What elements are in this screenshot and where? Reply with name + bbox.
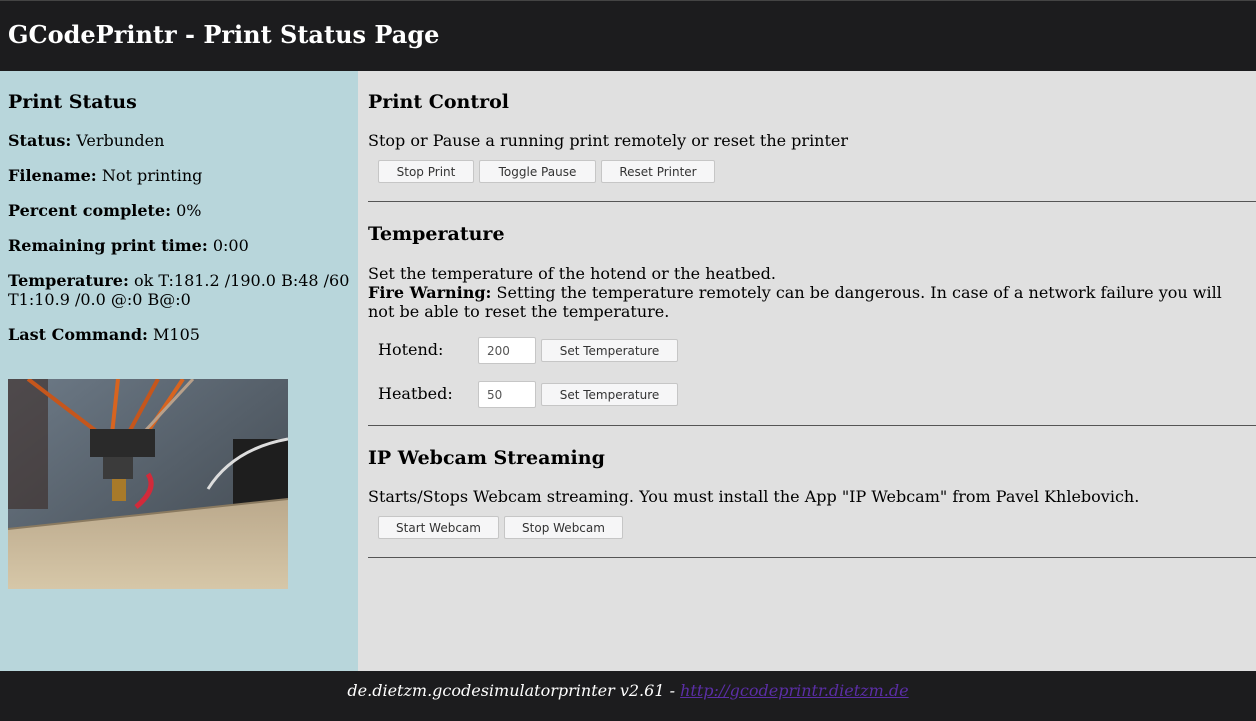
print-status-panel bbox=[0, 71, 358, 671]
webcam-streaming-title: IP Webcam Streaming bbox=[368, 447, 605, 469]
set-hotend-temperature-button[interactable]: Set Temperature bbox=[541, 339, 678, 362]
percent-line bbox=[8, 201, 350, 220]
remaining-value: 0:00 bbox=[212, 236, 249, 255]
temperature-description: Set the temperature of the hotend or the heatbed. bbox=[368, 264, 776, 283]
control-panel bbox=[358, 71, 1256, 671]
last-command-line bbox=[8, 325, 350, 344]
section-divider bbox=[368, 201, 1256, 202]
fire-warning bbox=[368, 283, 1248, 321]
set-heatbed-temperature-button[interactable]: Set Temperature bbox=[541, 383, 678, 406]
webcam-image bbox=[8, 379, 288, 589]
last-command-label: Last Command: bbox=[8, 325, 148, 344]
temperature-label: Temperature: bbox=[8, 271, 129, 290]
status-value: Verbunden bbox=[76, 131, 165, 150]
start-webcam-button[interactable]: Start Webcam bbox=[378, 516, 499, 539]
print-control-title: Print Control bbox=[368, 91, 510, 113]
temperature-value: ok T:181.2 /190.0 B:48 /60 T1:10.9 /0.0 @:0 B@:0 bbox=[8, 271, 350, 309]
status-line bbox=[8, 131, 350, 150]
status-label: Status: bbox=[8, 131, 72, 150]
webcam-photo bbox=[8, 379, 288, 589]
filename-value: Not printing bbox=[101, 166, 203, 185]
print-status-title: Print Status bbox=[8, 91, 137, 113]
filename-line bbox=[8, 166, 350, 185]
section-divider bbox=[368, 557, 1256, 558]
fire-warning-text: Setting the temperature remotely can be dangerous. In case of a network failure you will not be able to reset the temperature. bbox=[368, 283, 1222, 321]
toggle-pause-button[interactable]: Toggle Pause bbox=[479, 160, 596, 183]
hotend-input[interactable] bbox=[478, 337, 536, 364]
fire-warning-label: Fire Warning: bbox=[368, 283, 492, 302]
stop-print-button[interactable]: Stop Print bbox=[378, 160, 474, 183]
reset-printer-button[interactable]: Reset Printer bbox=[601, 160, 715, 183]
section-divider bbox=[368, 425, 1256, 426]
last-command-value: M105 bbox=[153, 325, 200, 344]
webcam-streaming-description: Starts/Stops Webcam streaming. You must install the App "IP Webcam" from Pavel Khlebovich. bbox=[368, 487, 1140, 506]
page-title: GCodePrintr - Print Status Page bbox=[8, 20, 440, 49]
footer-link[interactable]: http://gcodeprintr.dietzm.de bbox=[680, 681, 909, 700]
percent-label: Percent complete: bbox=[8, 201, 171, 220]
footer-line bbox=[0, 681, 1256, 700]
percent-value: 0% bbox=[176, 201, 202, 220]
remaining-line bbox=[8, 236, 350, 255]
temperature-line bbox=[8, 271, 350, 309]
page-footer bbox=[0, 671, 1256, 721]
print-control-description: Stop or Pause a running print remotely or reset the printer bbox=[368, 131, 849, 150]
heatbed-label: Heatbed: bbox=[378, 384, 453, 403]
page-header bbox=[0, 0, 1256, 71]
footer-version-text: de.dietzm.gcodesimulatorprinter v2.61 - bbox=[347, 681, 681, 700]
remaining-label: Remaining print time: bbox=[8, 236, 208, 255]
filename-label: Filename: bbox=[8, 166, 97, 185]
stop-webcam-button[interactable]: Stop Webcam bbox=[504, 516, 623, 539]
temperature-title: Temperature bbox=[368, 223, 505, 245]
heatbed-input[interactable] bbox=[478, 381, 536, 408]
hotend-label: Hotend: bbox=[378, 340, 444, 359]
